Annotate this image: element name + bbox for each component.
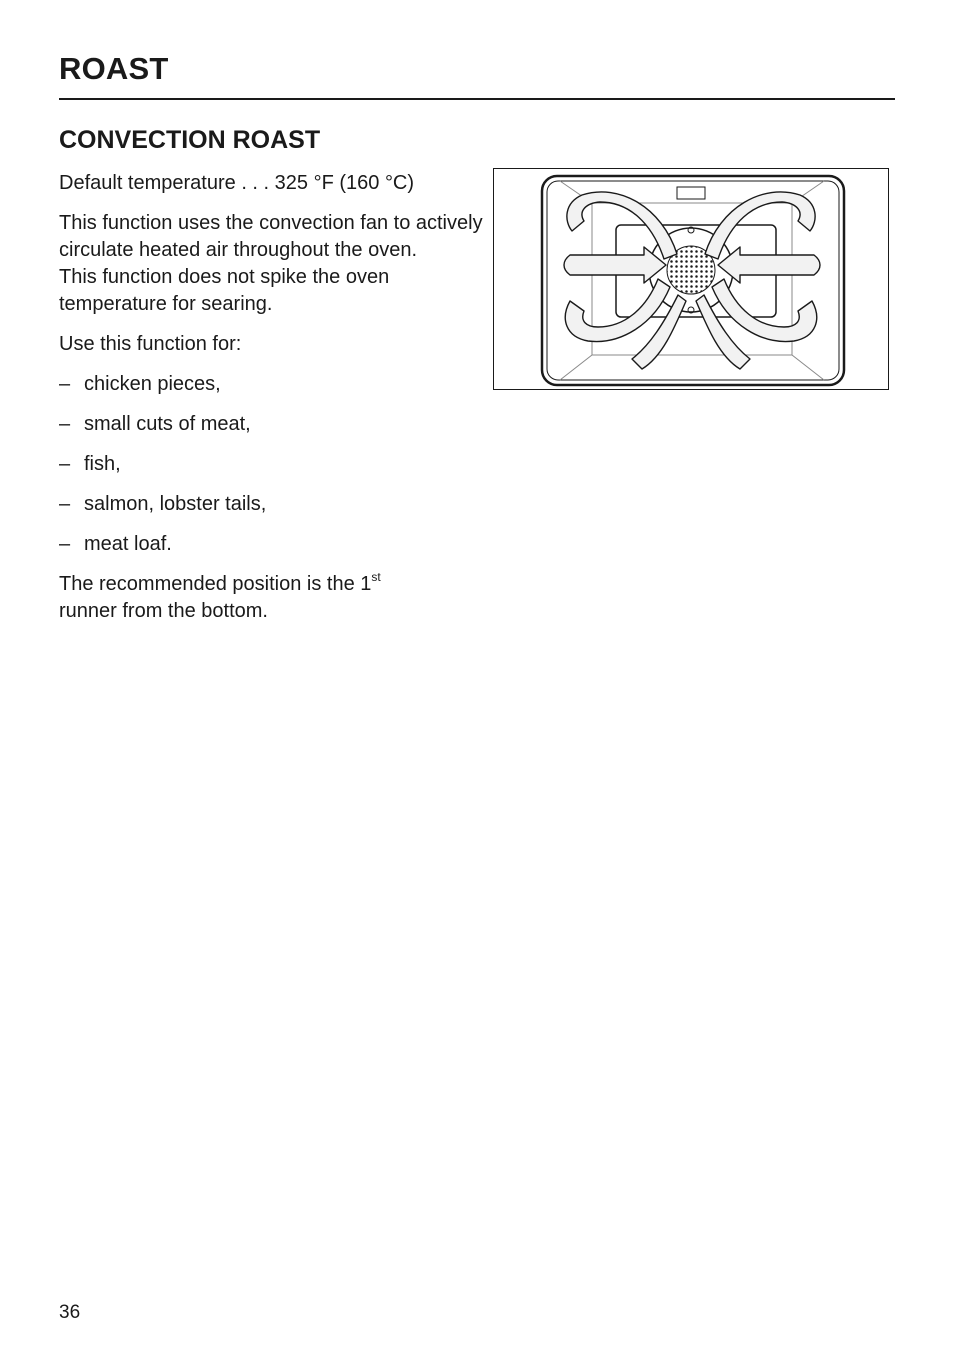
use-list <box>59 371 489 558</box>
list-item-label: salmon, lobster tails, <box>84 493 267 515</box>
page-title: ROAST <box>59 51 169 86</box>
page-number: 36 <box>59 1302 81 1323</box>
recommended-position <box>59 571 489 625</box>
list-dash: – <box>59 373 71 395</box>
list-dash: – <box>59 453 71 475</box>
list-item-label: small cuts of meat, <box>84 413 251 435</box>
title-divider <box>59 98 895 100</box>
list-item-label: meat loaf. <box>84 533 172 555</box>
position-prefix: The recommended position is the 1 <box>59 573 372 595</box>
list-item-label: chicken pieces, <box>84 373 221 395</box>
position-suffix: runner from the bottom. <box>59 600 268 622</box>
list-item <box>59 451 489 478</box>
oven-airflow-illustration <box>493 168 889 390</box>
position-superscript: st <box>371 570 381 584</box>
oven-light-housing <box>677 187 705 199</box>
description-line-2: This function does not spike the oven temperature for searing. <box>59 266 390 315</box>
list-dash: – <box>59 413 71 435</box>
default-temperature: Default temperature . . . 325 °F (160 °C) <box>59 172 415 194</box>
use-intro: Use this function for: <box>59 333 242 355</box>
list-item <box>59 411 489 438</box>
section-body <box>59 170 489 638</box>
list-item <box>59 491 489 518</box>
list-item-label: fish, <box>84 453 121 475</box>
section-title: CONVECTION ROAST <box>59 126 321 154</box>
list-item <box>59 371 489 398</box>
description-paragraph <box>59 210 489 318</box>
list-dash: – <box>59 533 71 555</box>
oven-airflow-drawing <box>494 169 887 388</box>
list-dash: – <box>59 493 71 515</box>
description-line-1: This function uses the convection fan to actively circulate heated air throughout the oven. <box>59 212 483 261</box>
list-item <box>59 531 489 558</box>
